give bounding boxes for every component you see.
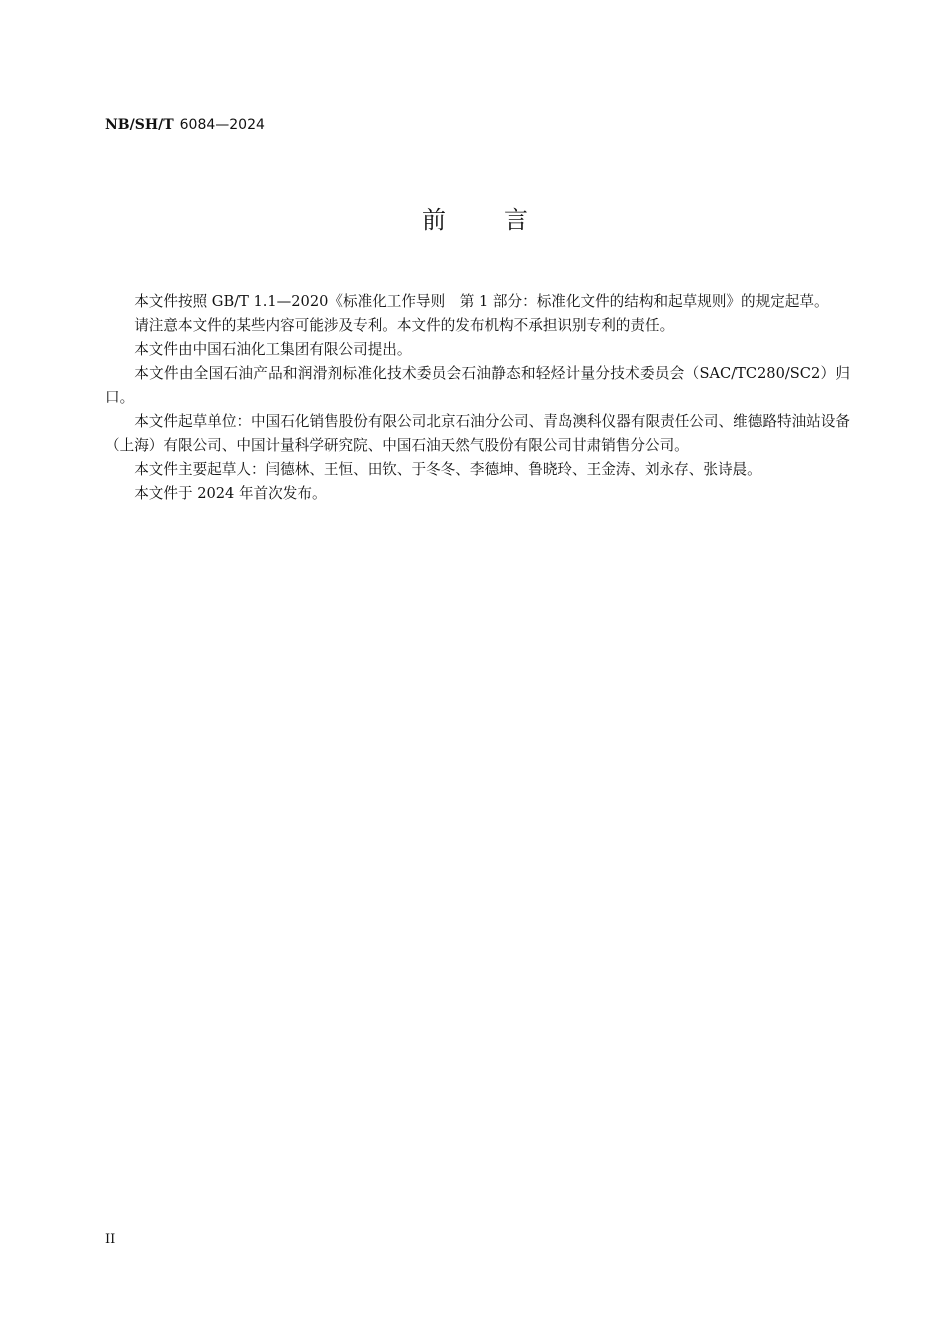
- paragraph-publication: 本文件于 2024 年首次发布。: [134, 485, 327, 502]
- standard-prefix: NB/SH/T: [105, 117, 174, 133]
- standard-code-header: [105, 116, 265, 134]
- page-number: II: [105, 1232, 116, 1247]
- page-title: 前言: [422, 206, 586, 234]
- paragraph-drafters: 本文件主要起草人：闫德林、王恒、田钦、于冬冬、李德坤、鲁晓玲、王金涛、刘永存、张诗晨。: [134, 461, 762, 478]
- standard-number: 6084—2024: [179, 117, 265, 133]
- paragraph-committee: 本文件由全国石油产品和润滑剂标准化技术委员会石油静态和轻烃计量分技术委员会（SAC/TC280/SC2）归口。: [105, 365, 850, 406]
- paragraph-patent-notice: 请注意本文件的某些内容可能涉及专利。本文件的发布机构不承担识别专利的责任。: [134, 317, 675, 334]
- paragraph-proposer: 本文件由中国石油化工集团有限公司提出。: [134, 341, 412, 358]
- foreword-body: [105, 290, 850, 506]
- paragraph-drafting-rules: 本文件按照 GB/T 1.1—2020《标准化工作导则 第 1 部分：标准化文件的结构和起草规则》的规定起草。: [134, 293, 829, 310]
- paragraph-drafting-units: 本文件起草单位：中国石化销售股份有限公司北京石油分公司、青岛澳科仪器有限责任公司、维德路特油站设备（上海）有限公司、中国计量科学研究院、中国石油天然气股份有限公司甘肃销售分公司。: [105, 413, 850, 454]
